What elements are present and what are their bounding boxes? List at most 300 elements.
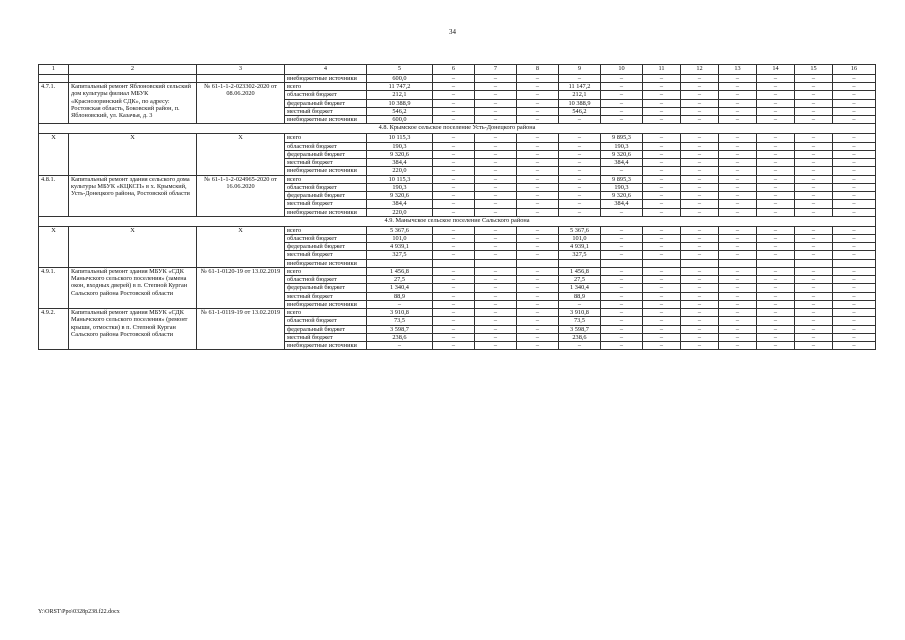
cell-dash: – (757, 226, 795, 234)
column-header: 9 (559, 65, 601, 75)
cell-dash: – (757, 134, 795, 142)
cell-dash: – (433, 317, 475, 325)
cell-dash: – (559, 200, 601, 208)
cell-dash: – (433, 276, 475, 284)
cell-dash: – (475, 200, 517, 208)
cell-dash: – (833, 309, 876, 317)
cell-dash: – (719, 192, 757, 200)
cell-value: 10 115,3 (367, 175, 433, 183)
cell-dash: – (833, 75, 876, 83)
cell-dash: – (433, 208, 475, 216)
cell-dash: – (833, 200, 876, 208)
cell-dash: – (601, 300, 643, 308)
cell-dash: – (433, 75, 475, 83)
cell-dash: – (643, 309, 681, 317)
cell-dash: – (643, 134, 681, 142)
cell-dash: – (643, 83, 681, 91)
cell-dash: – (719, 333, 757, 341)
cell-value: – (367, 342, 433, 350)
cell-dash: – (795, 276, 833, 284)
cell-value: 9 895,3 (601, 134, 643, 142)
cell-value: 5 367,6 (367, 226, 433, 234)
cell-dash: – (475, 142, 517, 150)
cell-dash (517, 259, 559, 267)
table-row (39, 267, 876, 275)
cell-dash: – (601, 83, 643, 91)
cell-value: 3 598,7 (367, 325, 433, 333)
cell-dash: – (433, 325, 475, 333)
cell-dash: – (795, 116, 833, 124)
row-number: 4.8.1. (39, 175, 69, 216)
cell-dash: – (433, 234, 475, 242)
cell-dash: – (475, 208, 517, 216)
cell-dash: – (475, 167, 517, 175)
cell-dash: – (795, 175, 833, 183)
cell-dash: – (719, 116, 757, 124)
cell-dash: – (433, 342, 475, 350)
cell-dash: – (795, 333, 833, 341)
cell-dash: – (757, 167, 795, 175)
cell-dash: – (757, 284, 795, 292)
row-label: внебюджетные источники (285, 167, 367, 175)
cell-dash: – (475, 333, 517, 341)
cell-dash: – (681, 284, 719, 292)
cell-dash: – (433, 267, 475, 275)
cell-dash: – (757, 183, 795, 191)
cell-dash: – (643, 292, 681, 300)
cell-dash: – (517, 226, 559, 234)
cell-dash: – (433, 175, 475, 183)
row-label: местный бюджет (285, 200, 367, 208)
cell-dash (681, 259, 719, 267)
cell-dash: – (833, 342, 876, 350)
cell-dash: – (475, 251, 517, 259)
cell-dash: – (795, 91, 833, 99)
cell-dash: – (643, 317, 681, 325)
cell-dash: – (795, 292, 833, 300)
cell-value: 3 910,8 (367, 309, 433, 317)
cell-dash: – (719, 159, 757, 167)
cell-dash: – (433, 116, 475, 124)
cell-value: 384,4 (601, 159, 643, 167)
table-row (39, 226, 876, 234)
cell-dash: – (681, 292, 719, 300)
cell-dash: – (601, 234, 643, 242)
cell-value: – (601, 167, 643, 175)
cell-dash: – (681, 200, 719, 208)
cell-dash: – (681, 325, 719, 333)
cell-dash: – (833, 116, 876, 124)
object-name: Капитальный ремонт здания МБУК «СДК Манычского сельского поселения» (замена окон, входных дверей) в п. Степной Курган Сальского района Ростовской области (69, 267, 197, 308)
cell-dash: – (517, 75, 559, 83)
cell-dash: – (719, 300, 757, 308)
cell-dash: – (719, 317, 757, 325)
cell-value: 4 939,1 (559, 243, 601, 251)
cell-dash: – (795, 208, 833, 216)
cell-dash: – (719, 325, 757, 333)
row-number: Х (39, 226, 69, 267)
cell-dash: – (517, 107, 559, 115)
cell-dash: – (681, 276, 719, 284)
cell-value: 238,6 (367, 333, 433, 341)
column-header: 2 (69, 65, 197, 75)
cell-dash: – (795, 267, 833, 275)
cell-dash: – (757, 116, 795, 124)
document-ref: Х (197, 226, 285, 267)
cell-value: 190,3 (601, 142, 643, 150)
cell-value: 27,5 (367, 276, 433, 284)
cell-dash: – (757, 333, 795, 341)
cell-dash (643, 259, 681, 267)
cell-dash: – (719, 284, 757, 292)
cell-dash: – (559, 175, 601, 183)
cell-value: – (559, 342, 601, 350)
row-label: внебюджетные источники (285, 75, 367, 83)
cell-dash: – (643, 167, 681, 175)
cell-value: 9 320,6 (367, 192, 433, 200)
cell-dash: – (601, 267, 643, 275)
cell-dash: – (757, 292, 795, 300)
cell-dash: – (681, 99, 719, 107)
cell-dash: – (475, 292, 517, 300)
cell-dash: – (719, 175, 757, 183)
cell-value: 220,0 (367, 208, 433, 216)
cell-dash: – (757, 75, 795, 83)
cell-dash: – (833, 183, 876, 191)
cell-dash: – (757, 300, 795, 308)
cell-dash: – (643, 251, 681, 259)
cell-value: 5 367,6 (559, 226, 601, 234)
cell-dash: – (795, 325, 833, 333)
cell-value: 73,5 (559, 317, 601, 325)
row-label: областной бюджет (285, 317, 367, 325)
row-label: всего (285, 226, 367, 234)
cell-dash: – (795, 134, 833, 142)
cell-dash: – (643, 300, 681, 308)
cell-dash: – (681, 175, 719, 183)
row-label: внебюджетные источники (285, 116, 367, 124)
cell-dash: – (757, 150, 795, 158)
row-label: всего (285, 175, 367, 183)
cell-dash: – (833, 234, 876, 242)
cell-dash: – (681, 192, 719, 200)
cell-dash: – (475, 99, 517, 107)
cell-value: 11 147,2 (559, 83, 601, 91)
cell-dash: – (681, 208, 719, 216)
cell-dash: – (517, 317, 559, 325)
cell-dash: – (719, 99, 757, 107)
cell-dash: – (517, 192, 559, 200)
cell-dash: – (643, 107, 681, 115)
cell-dash: – (475, 116, 517, 124)
cell-dash: – (433, 333, 475, 341)
cell-dash: – (795, 342, 833, 350)
cell-dash: – (795, 99, 833, 107)
cell-value: 600,0 (367, 116, 433, 124)
cell-dash: – (795, 83, 833, 91)
cell-dash: – (475, 91, 517, 99)
cell-dash: – (833, 333, 876, 341)
cell-dash: – (643, 116, 681, 124)
cell-dash: – (601, 317, 643, 325)
cell-dash: – (475, 150, 517, 158)
cell-value (367, 259, 433, 267)
cell-dash: – (795, 75, 833, 83)
cell-dash: – (475, 309, 517, 317)
row-number: 4.9.1. (39, 267, 69, 308)
cell-dash: – (559, 75, 601, 83)
cell-dash: – (601, 91, 643, 99)
cell-dash: – (601, 309, 643, 317)
cell-value: 101,0 (559, 234, 601, 242)
cell-value: 384,4 (601, 200, 643, 208)
cell-dash: – (757, 208, 795, 216)
cell-dash: – (601, 107, 643, 115)
cell-dash: – (517, 342, 559, 350)
cell-dash: – (681, 243, 719, 251)
column-header: 3 (197, 65, 285, 75)
column-header: 16 (833, 65, 876, 75)
cell-dash: – (475, 342, 517, 350)
cell-dash: – (517, 284, 559, 292)
cell-value: 212,1 (559, 91, 601, 99)
cell-dash: – (757, 200, 795, 208)
column-header: 11 (643, 65, 681, 75)
cell-dash: – (757, 325, 795, 333)
cell-dash: – (833, 107, 876, 115)
cell-dash: – (833, 192, 876, 200)
cell-dash: – (757, 267, 795, 275)
cell-dash: – (475, 226, 517, 234)
cell-dash: – (757, 142, 795, 150)
cell-dash (601, 259, 643, 267)
document-ref: № 61-1-1-2-024965-2020 от 16.06.2020 (197, 175, 285, 216)
cell-value: 327,5 (367, 251, 433, 259)
cell-dash: – (757, 309, 795, 317)
cell-dash: – (475, 234, 517, 242)
cell-value: 27,5 (559, 276, 601, 284)
cell-dash: – (795, 150, 833, 158)
row-label: федеральный бюджет (285, 150, 367, 158)
cell-dash: – (517, 142, 559, 150)
cell-dash: – (681, 234, 719, 242)
cell-dash: – (757, 243, 795, 251)
cell-dash: – (833, 134, 876, 142)
cell-dash: – (475, 325, 517, 333)
cell-dash: – (601, 243, 643, 251)
cell-dash: – (559, 142, 601, 150)
cell-dash: – (517, 91, 559, 99)
cell-dash: – (517, 300, 559, 308)
cell-dash: – (719, 83, 757, 91)
cell-value: 9 320,6 (601, 192, 643, 200)
row-label: внебюджетные источники (285, 342, 367, 350)
cell-dash: – (433, 309, 475, 317)
cell-dash: – (475, 107, 517, 115)
cell-dash: – (475, 284, 517, 292)
cell-dash: – (757, 251, 795, 259)
cell-dash: – (833, 284, 876, 292)
cell-value: 1 340,4 (559, 284, 601, 292)
cell-dash (475, 259, 517, 267)
column-header: 5 (367, 65, 433, 75)
row-number: Х (39, 134, 69, 175)
cell-value: 546,2 (367, 107, 433, 115)
cell-dash: – (833, 325, 876, 333)
cell-dash: – (433, 142, 475, 150)
cell-dash: – (643, 267, 681, 275)
cell-dash: – (433, 300, 475, 308)
cell-dash: – (833, 300, 876, 308)
document-ref: № 61-1-0119-19 от 13.02.2019 (197, 309, 285, 350)
cell-dash: – (719, 292, 757, 300)
cell-dash: – (517, 159, 559, 167)
cell-dash: – (681, 134, 719, 142)
cell-dash: – (601, 251, 643, 259)
cell-dash: – (681, 75, 719, 83)
cell-dash: – (433, 150, 475, 158)
cell-dash: – (643, 226, 681, 234)
cell-dash: – (475, 317, 517, 325)
row-number: 4.7.1. (39, 83, 69, 124)
cell-dash: – (795, 243, 833, 251)
cell-dash: – (681, 83, 719, 91)
cell-value: 11 747,2 (367, 83, 433, 91)
cell-dash: – (559, 208, 601, 216)
cell-dash: – (517, 200, 559, 208)
cell-dash: – (475, 159, 517, 167)
cell-value: 88,9 (559, 292, 601, 300)
cell-dash: – (433, 91, 475, 99)
cell-value: – (559, 300, 601, 308)
document-ref: № 61-1-1-2-023302-2020 от 08.06.2020 (197, 83, 285, 124)
object-name: Капитальный ремонт Яблоновский сельский дом культуры филиал МБУК «Краснозоринский СДК», по адресу: Ростовская область, Боковский район, п. Яблоновский, ул. Казачья, д. 3 (69, 83, 197, 124)
cell-dash: – (601, 276, 643, 284)
cell-dash: – (681, 317, 719, 325)
cell-value: 600,0 (367, 75, 433, 83)
cell-dash: – (719, 267, 757, 275)
cell-dash: – (643, 200, 681, 208)
cell-dash: – (719, 208, 757, 216)
cell-value: – (559, 116, 601, 124)
cell-dash (757, 259, 795, 267)
section-title: 4.9. Манычское сельское поселение Сальского района (39, 216, 876, 226)
cell-dash: – (475, 243, 517, 251)
row-label: федеральный бюджет (285, 243, 367, 251)
cell-value: 190,3 (367, 183, 433, 191)
cell-dash: – (433, 243, 475, 251)
cell-dash: – (643, 333, 681, 341)
cell-dash: – (681, 107, 719, 115)
column-header: 14 (757, 65, 795, 75)
column-header: 7 (475, 65, 517, 75)
cell-dash: – (475, 276, 517, 284)
cell-dash: – (643, 91, 681, 99)
cell-dash: – (795, 159, 833, 167)
cell-dash: – (643, 234, 681, 242)
cell-dash: – (719, 243, 757, 251)
row-label: областной бюджет (285, 183, 367, 191)
row-label: внебюджетные источники (285, 259, 367, 267)
cell-dash: – (601, 226, 643, 234)
cell-dash: – (559, 134, 601, 142)
cell-dash: – (517, 251, 559, 259)
cell-dash: – (719, 142, 757, 150)
row-label: областной бюджет (285, 276, 367, 284)
cell-dash: – (833, 292, 876, 300)
cell-dash: – (643, 276, 681, 284)
cell-dash: – (433, 200, 475, 208)
cell-dash: – (833, 251, 876, 259)
cell-value: 88,9 (367, 292, 433, 300)
cell-dash: – (757, 83, 795, 91)
cell-dash: – (643, 192, 681, 200)
cell-dash: – (559, 159, 601, 167)
cell-value: 101,0 (367, 234, 433, 242)
table-row (39, 75, 876, 83)
cell-value (559, 259, 601, 267)
row-label: всего (285, 134, 367, 142)
page-number: 34 (449, 28, 456, 36)
file-path-footer: Y:\ORST\Ppo\0328p238.f22.docx (38, 609, 120, 615)
row-label: всего (285, 309, 367, 317)
cell-dash: – (433, 134, 475, 142)
column-header: 4 (285, 65, 367, 75)
cell-dash: – (433, 192, 475, 200)
table-row (39, 175, 876, 183)
column-header: 6 (433, 65, 475, 75)
cell-dash: – (517, 83, 559, 91)
cell-dash: – (517, 167, 559, 175)
cell-dash: – (719, 183, 757, 191)
cell-dash: – (433, 251, 475, 259)
cell-dash: – (757, 234, 795, 242)
cell-dash: – (795, 300, 833, 308)
row-label: федеральный бюджет (285, 99, 367, 107)
object-name: Х (69, 226, 197, 267)
cell-dash: – (833, 267, 876, 275)
cell-dash: – (601, 75, 643, 83)
cell-dash: – (681, 342, 719, 350)
cell-dash: – (643, 325, 681, 333)
row-label: местный бюджет (285, 292, 367, 300)
cell-dash: – (681, 142, 719, 150)
cell-value: 9 320,6 (601, 150, 643, 158)
row-label: федеральный бюджет (285, 284, 367, 292)
row-label: федеральный бюджет (285, 325, 367, 333)
cell-value: 384,4 (367, 159, 433, 167)
cell-dash: – (757, 276, 795, 284)
cell-dash: – (795, 309, 833, 317)
cell-dash: – (475, 134, 517, 142)
cell-dash: – (475, 267, 517, 275)
section-heading-row (39, 216, 876, 226)
cell-dash: – (795, 226, 833, 234)
cell-dash: – (517, 292, 559, 300)
cell-dash: – (681, 150, 719, 158)
cell-dash: – (517, 150, 559, 158)
cell-dash: – (795, 142, 833, 150)
cell-dash: – (601, 342, 643, 350)
column-number-row (39, 65, 876, 75)
table-row (39, 83, 876, 91)
cell-value: – (367, 300, 433, 308)
cell-dash (719, 259, 757, 267)
cell-dash: – (833, 167, 876, 175)
column-header: 13 (719, 65, 757, 75)
cell-dash: – (681, 226, 719, 234)
cell-value: 3 910,8 (559, 309, 601, 317)
